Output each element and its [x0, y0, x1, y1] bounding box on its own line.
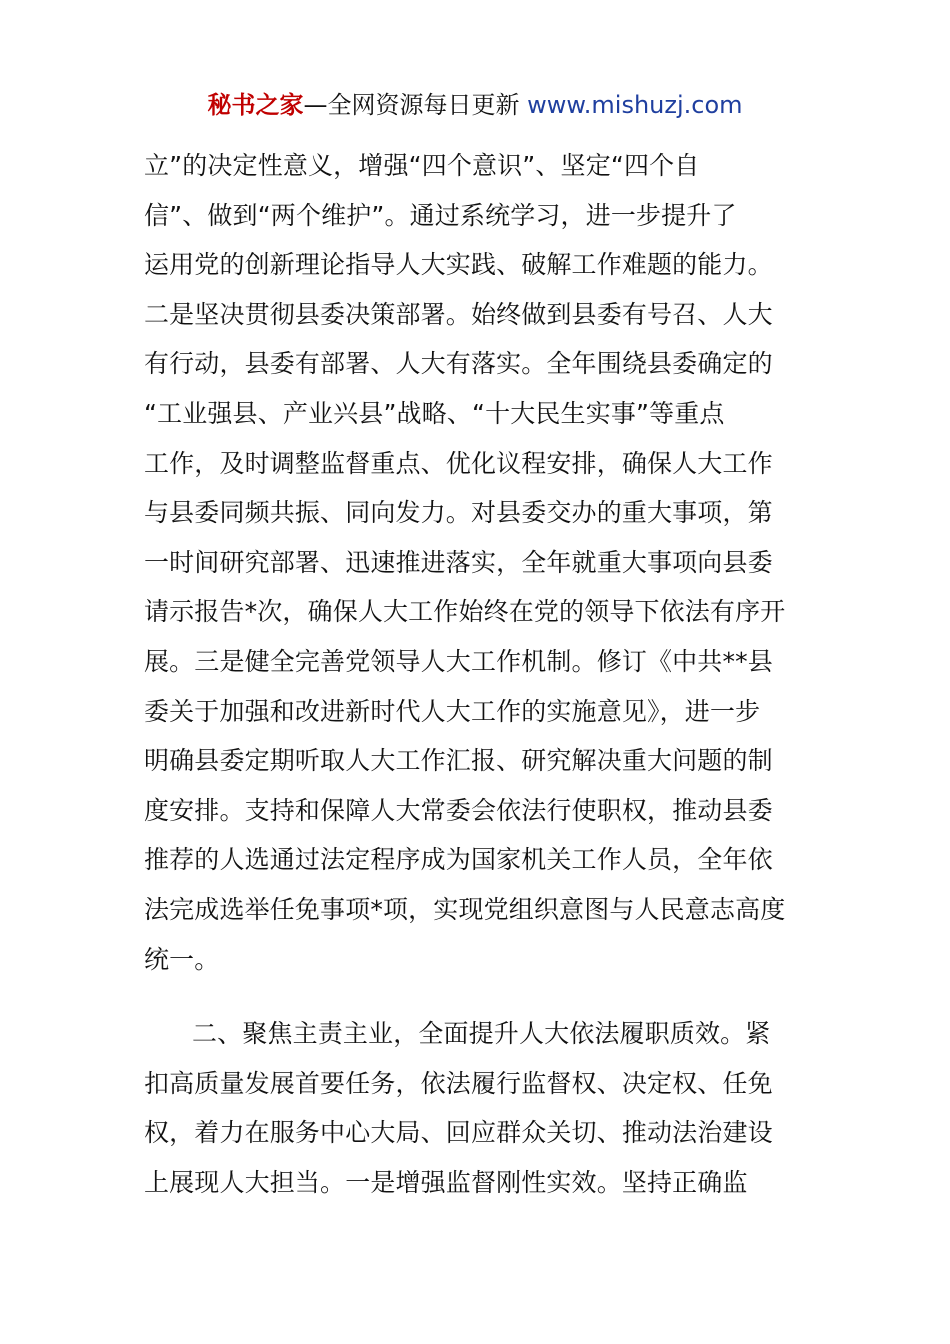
- site-brand: 秘书之家: [207, 91, 304, 119]
- paragraph-1: [144, 141, 824, 984]
- text-line: 法完成选举任免事项*项，实现党组织意图与人民意志高度: [144, 894, 786, 924]
- paragraph-gap: [144, 984, 824, 1009]
- document-body: [144, 141, 824, 1207]
- text-line: 运用党的创新理论指导人大实践、破解工作难题的能力。: [144, 250, 773, 280]
- text-line: 立”的决定性意义，增强“四个意识”、坚定“四个自: [144, 151, 700, 180]
- text-line: 度安排。支持和保障人大常委会依法行使职权，推动县委: [144, 795, 773, 825]
- text-line: 与县委同频共振、同向发力。对县委交办的重大事项，第: [144, 498, 773, 528]
- text-line: 一时间研究部署、迅速推进落实，全年就重大事项向县委: [144, 547, 773, 577]
- text-line: 推荐的人选通过法定程序成为国家机关工作人员，全年依: [144, 845, 773, 875]
- site-header: [0, 88, 950, 122]
- text-line: 扣高质量发展首要任务，依法履行监督权、决定权、任免: [144, 1068, 773, 1098]
- text-line: 明确县委定期听取人大工作汇报、研究解决重大问题的制: [144, 746, 773, 776]
- text-line: 展。三是健全完善党领导人大工作机制。修订《中共**县: [144, 646, 773, 676]
- text-line: 二、聚焦主责主业，全面提升人大依法履职质效。紧: [192, 1019, 771, 1049]
- text-line: 上展现人大担当。一是增强监督刚性实效。坚持正确监: [144, 1167, 748, 1197]
- text-line: 请示报告*次，确保人大工作始终在党的领导下依法有序开: [144, 597, 786, 627]
- text-line: 二是坚决贯彻县委决策部署。始终做到县委有号召、人大: [144, 299, 773, 329]
- text-line: 信”、做到“两个维护”。通过系统学习，进一步提升了: [144, 200, 737, 230]
- text-line: 有行动，县委有部署、人大有落实。全年围绕县委确定的: [144, 349, 773, 379]
- text-line: 权，着力在服务中心大局、回应群众关切、推动法治建设: [144, 1118, 773, 1148]
- site-tagline: —全网资源每日更新: [303, 91, 528, 119]
- site-url[interactable]: www.mishuzj.com: [527, 91, 743, 119]
- paragraph-2: [144, 1009, 824, 1207]
- text-line: 工作，及时调整监督重点、优化议程安排，确保人大工作: [144, 448, 773, 478]
- text-line: 统一。: [144, 944, 220, 974]
- text-line: 委关于加强和改进新时代人大工作的实施意见》，进一步: [144, 696, 761, 726]
- text-line: “工业强县、产业兴县”战略、“十大民生实事”等重点: [144, 398, 725, 428]
